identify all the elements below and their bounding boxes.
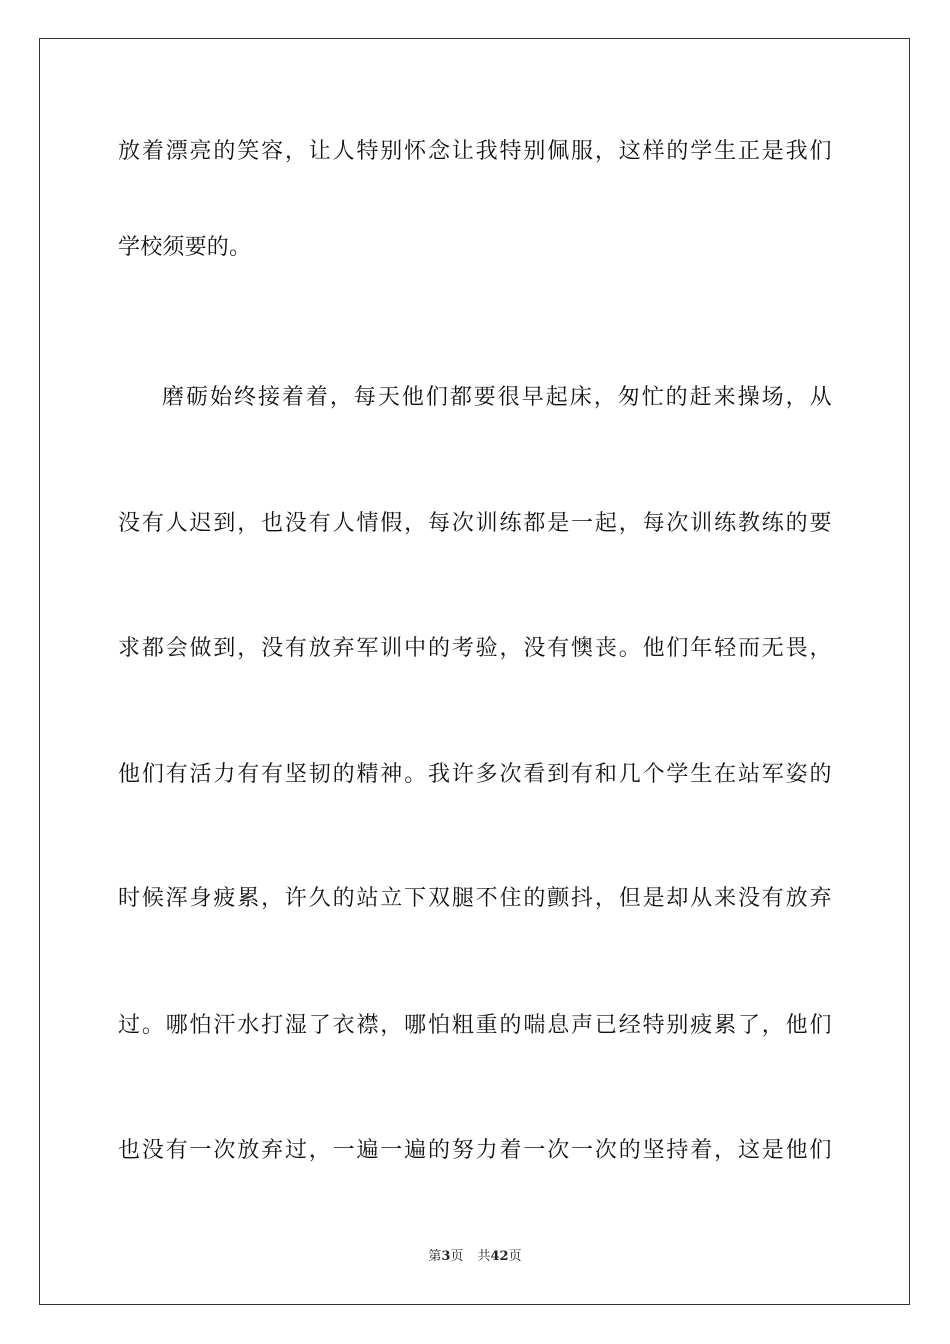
total-suffix: 页 — [508, 1249, 522, 1264]
paragraph-line: 过 。 哪 怕 汗 水 打 湿 了 衣 襟 ， 哪 怕 粗 重 的 喘 息 声 已 经 特 别 疲 累 了 ， 他 们 — [118, 1013, 832, 1038]
paragraph-line: 时 候 浑 身 疲 累 ， 许 久 的 站 立 下 双 腿 不 住 的 颤 抖 ， 但 是 却 从 来 没 有 放 弃 — [118, 886, 832, 911]
total-page-count: 42 — [490, 1249, 509, 1264]
paragraph-line: 求 都 会 做 到 ， 没 有 放 弃 军 训 中 的 考 验 ， 没 有 懊 丧 。 他 们 年 轻 而 无 畏 ， — [118, 636, 832, 661]
page-suffix: 页 — [450, 1249, 464, 1264]
paragraph-line: 也 没 有 一 次 放 弃 过 ， 一 遍 一 遍 的 努 力 着 一 次 一 次 的 坚 持 着 ， 这 是 他 们 — [118, 1138, 832, 1163]
paragraph-line: 学校须要的。 — [118, 235, 252, 260]
page-border — [39, 38, 910, 1305]
total-prefix: 共 — [477, 1249, 491, 1264]
paragraph-line: 没 有 人 迟 到 ， 也 没 有 人 情 假 ， 每 次 训 练 都 是 一 起 ， 每 次 训 练 教 练 的 要 — [118, 511, 832, 536]
paragraph-line: 磨 砺 始 终 接 着 着 ， 每 天 他 们 都 要 很 早 起 床 ， 匆 忙 的 赶 来 操 场 ， 从 — [162, 385, 832, 410]
paragraph-line: 放 着 漂 亮 的 笑 容 ， 让 人 特 别 怀 念 让 我 特 别 佩 服 ， 这 样 的 学 生 正 是 我 们 — [118, 139, 832, 164]
paragraph-line: 他 们 有 活 力 有 有 坚 韧 的 精 神 。 我 许 多 次 看 到 有 和 几 个 学 生 在 站 军 姿 的 — [118, 762, 832, 787]
page-footer — [0, 1248, 950, 1266]
page-prefix: 第 — [428, 1249, 442, 1264]
current-page-number: 3 — [441, 1249, 451, 1264]
